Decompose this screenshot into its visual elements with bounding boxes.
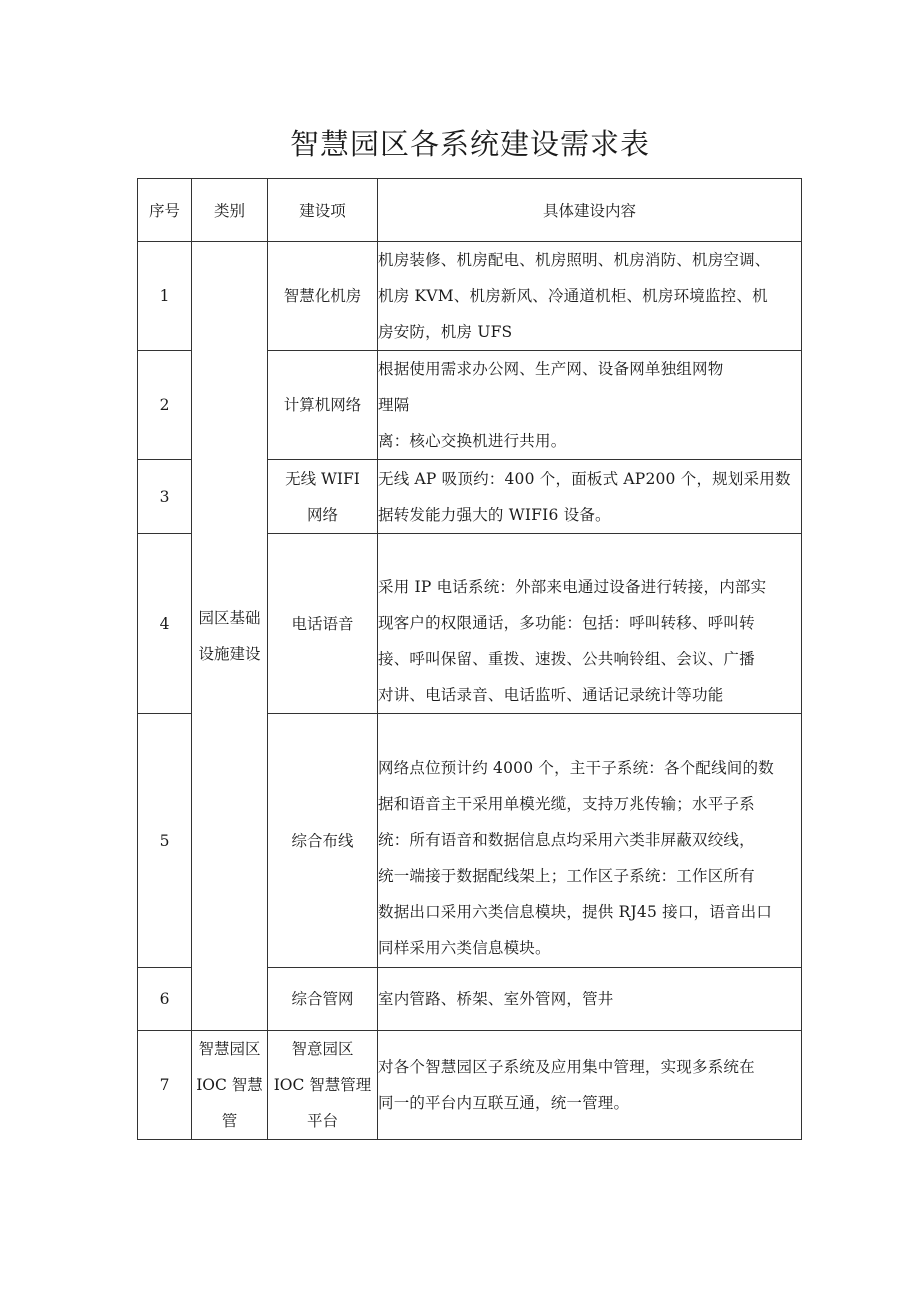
table-row <box>138 1031 802 1140</box>
category-label: 园区基础 设施建设 <box>198 609 261 663</box>
content-cell: 网络点位预计约 4000 个，主干子系统：各个配线间的数 据和语音主干采用单模光缆，支持万兆传输；水平子系 统：所有语音和数据信息点均采用六类非屏蔽双绞线， 统一端接于数据配线架上；工作区子系统：工作区所有 数据出口采用六类信息模块，提供 RJ45 接口，语音出口 同样采用六类信息模块。 <box>378 714 802 968</box>
content-cell: 机房装修、机房配电、机房照明、机房消防、机房空调、 机房 KVM、机房新风、冷通道机柜、机房环境监控、机 房安防，机房 UFS <box>378 242 802 351</box>
content-cell: 对各个智慧园区子系统及应用集中管理，实现多系统在 同一的平台内互联互通，统一管理。 <box>378 1031 802 1140</box>
category-cell <box>192 242 268 1031</box>
row-index: 6 <box>138 968 192 1031</box>
requirements-table <box>137 178 802 1140</box>
row-index: 5 <box>138 714 192 968</box>
header-item: 建设项 <box>268 179 378 242</box>
content-cell: 采用 IP 电话系统：外部来电通过设备进行转接，内部实 现客户的权限通话，多功能：包括：呼叫转移、呼叫转 接、呼叫保留、重拨、速拨、公共响铃组、会议、广播 对讲、电话录音、电话监听、通话记录统计等功能 <box>378 534 802 714</box>
content-cell: 无线 AP 吸顶约：400 个，面板式 AP200 个，规划采用数 据转发能力强大的 WIFI6 设备。 <box>378 460 802 534</box>
item-cell: 智意园区 IOC 智慧管理 平台 <box>268 1031 378 1140</box>
content-cell: 室内管路、桥架、室外管网，管井 <box>378 968 802 1031</box>
category-label: 智慧园区 IOC 智慧 管 <box>196 1040 263 1130</box>
table-row <box>138 242 802 351</box>
item-cell: 计算机网络 <box>268 351 378 460</box>
header-index: 序号 <box>138 179 192 242</box>
content-cell: 根据使用需求办公网、生产网、设备网单独组网物 理隔 离：核心交换机进行共用。 <box>378 351 802 460</box>
item-cell: 无线 WIFI 网络 <box>268 460 378 534</box>
row-index: 3 <box>138 460 192 534</box>
row-index: 7 <box>138 1031 192 1140</box>
row-index: 1 <box>138 242 192 351</box>
page-title: 智慧园区各系统建设需求表 <box>289 127 650 161</box>
row-index: 2 <box>138 351 192 460</box>
category-cell <box>192 1031 268 1140</box>
header-content: 具体建设内容 <box>378 179 802 242</box>
table-header-row <box>138 179 802 242</box>
item-cell: 综合管网 <box>268 968 378 1031</box>
item-cell: 电话语音 <box>268 534 378 714</box>
header-category: 类别 <box>192 179 268 242</box>
item-cell: 智慧化机房 <box>268 242 378 351</box>
row-index: 4 <box>138 534 192 714</box>
item-cell: 综合布线 <box>268 714 378 968</box>
